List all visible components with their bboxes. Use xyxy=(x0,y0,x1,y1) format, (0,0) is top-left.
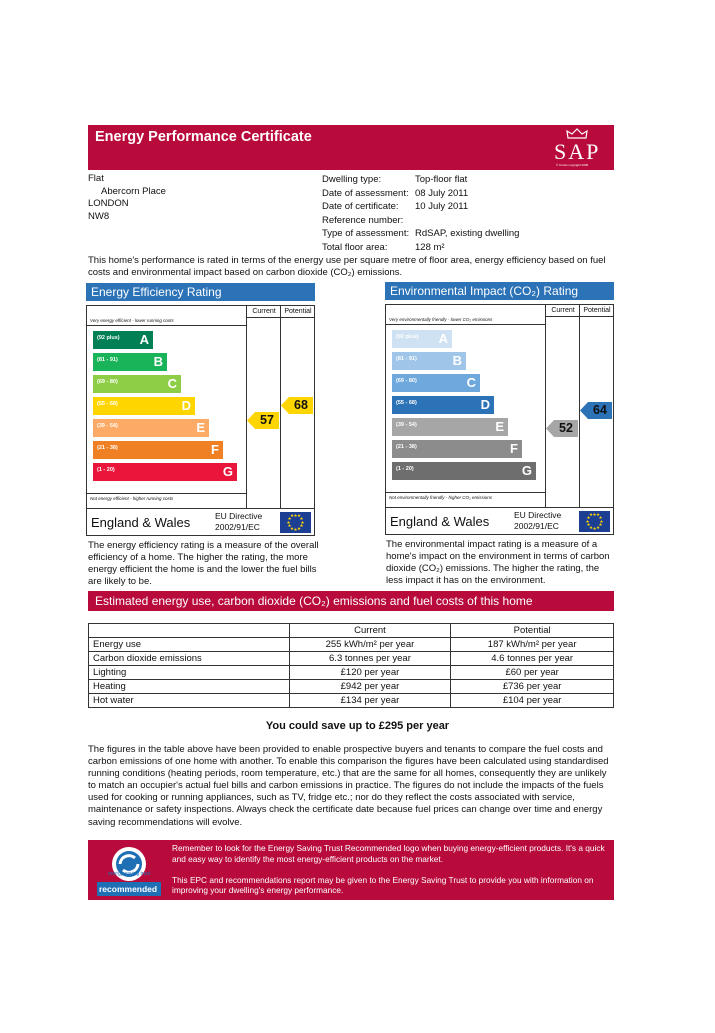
current-value: 6.3 tonnes per year xyxy=(289,652,451,666)
eu-star-icon: ★ xyxy=(299,523,304,528)
energy-efficiency-panel xyxy=(86,283,319,587)
band-letter: E xyxy=(196,420,205,435)
band-letter: A xyxy=(139,332,149,347)
eu-star-icon: ★ xyxy=(596,524,601,530)
detail-row xyxy=(322,214,519,228)
rating-chart xyxy=(385,304,614,508)
band-letter: B xyxy=(153,354,163,369)
detail-value: 128 m² xyxy=(415,241,445,253)
current-column-header: Current xyxy=(546,305,580,317)
current-rating-value: 52 xyxy=(559,421,573,436)
divider xyxy=(386,324,545,325)
environmental-impact-panel xyxy=(385,282,614,586)
eu-flag-icon xyxy=(579,511,610,532)
rating-band-c xyxy=(392,374,480,392)
rating-band-e xyxy=(93,419,209,437)
explanation-paragraph: The figures in the table above have been provided to enable prospective buyers and tenants to compare the fuel costs and carbon emissions of one home with another. To enable this comparison the figures have been calculated using standardised running conditions (heating periods, room temperature, etc.) that are the same for all homes, consequently they are unlikely to match an occupier's actual fuel bills and carbon emissions in practice. The figures do not include the impacts of the fuels used for cooking or running appliances, such as TV, fridge etc.; nor do they reflect the costs associated with service, maintenance or safety inspections. Always check the certificate date because fuel prices can change over time and energy saving recommendations will evolve. xyxy=(88,744,609,828)
potential-value: £60 per year xyxy=(451,666,614,680)
scale-bottom-note: Not environmentally friendly - higher CO₂ emissions xyxy=(389,495,493,500)
detail-row xyxy=(322,227,519,241)
potential-rating-value: 64 xyxy=(593,402,607,417)
eu-star-icon: ★ xyxy=(299,516,304,521)
potential-value: 4.6 tonnes per year xyxy=(451,652,614,666)
energy-saving-trust-logo xyxy=(96,844,162,897)
est-paragraph: Remember to look for the Energy Saving Trust Recommended logo when buying energy-efficient products. It's a quick and easy way to identify the most energy-efficient products on the market. xyxy=(172,843,605,864)
est-paragraph: This EPC and recommendations report may be given to the Energy Saving Trust to provide you with information on improving your dwelling's energy performance. xyxy=(172,874,594,896)
eu-star-icon: ★ xyxy=(592,525,597,531)
rating-chart xyxy=(86,305,315,509)
eu-star-icon: ★ xyxy=(290,525,295,531)
sap-copyright: © Crown copyright 2006 xyxy=(556,163,589,167)
eu-directive xyxy=(215,511,262,532)
eu-star-icon: ★ xyxy=(586,522,591,527)
band-letter: F xyxy=(211,442,219,457)
detail-label: Total floor area: xyxy=(322,241,388,253)
country-label: England & Wales xyxy=(390,514,490,529)
rating-band-b xyxy=(93,353,167,371)
address-line: Abercorn Place xyxy=(101,185,166,197)
row-label: Carbon dioxide emissions xyxy=(89,652,290,666)
band-range: (1 - 20) xyxy=(396,466,414,472)
band-range: (39 - 54) xyxy=(97,423,118,429)
rating-band-e xyxy=(392,418,508,436)
rating-band-g xyxy=(392,462,536,480)
table-row xyxy=(89,652,614,666)
table-row xyxy=(89,680,614,694)
eu-star-icon: ★ xyxy=(585,518,590,524)
current-column xyxy=(545,305,580,507)
row-label: Energy use xyxy=(89,638,290,652)
scale-top-note: Very energy efficient - lower running costs xyxy=(90,318,174,323)
band-letter: F xyxy=(510,441,518,456)
sap-logo xyxy=(546,127,610,167)
band-range: (21 - 38) xyxy=(396,444,417,450)
divider xyxy=(87,325,246,326)
column-header: Potential xyxy=(451,624,614,638)
table-header-row xyxy=(89,624,614,638)
current-value: £120 per year xyxy=(289,666,451,680)
current-value: £134 per year xyxy=(289,694,451,708)
detail-row xyxy=(322,241,519,255)
eu-flag-icon xyxy=(280,512,311,533)
rating-band-a xyxy=(93,331,153,349)
eu-directive xyxy=(514,510,561,531)
property-address xyxy=(88,173,166,223)
panel-title: Environmental Impact (CO₂) Rating xyxy=(385,282,614,300)
panel-footer xyxy=(86,509,315,536)
detail-row xyxy=(322,200,519,214)
current-value: £942 per year xyxy=(289,680,451,694)
band-range: (92 plus) xyxy=(97,335,120,341)
page-title: Energy Performance Certificate xyxy=(95,129,312,145)
costs-section-title: Estimated energy use, carbon dioxide (CO₂) emissions and fuel costs of this home xyxy=(88,591,614,611)
band-range: (55 - 68) xyxy=(97,401,118,407)
eu-directive-line: EU Directive xyxy=(514,510,562,520)
current-column xyxy=(246,306,281,508)
detail-value: RdSAP, existing dwelling xyxy=(415,228,520,240)
band-range: (21 - 38) xyxy=(97,445,118,451)
detail-value: 08 July 2011 xyxy=(415,187,469,199)
detail-value: 10 July 2011 xyxy=(415,201,469,213)
eu-star-icon: ★ xyxy=(297,513,302,519)
dwelling-details xyxy=(322,173,519,255)
band-letter: C xyxy=(466,375,476,390)
current-value: 255 kWh/m² per year xyxy=(289,638,451,652)
row-label: Heating xyxy=(89,680,290,694)
certificate-header xyxy=(88,125,614,170)
eu-star-icon: ★ xyxy=(293,512,298,518)
rating-band-a xyxy=(392,330,452,348)
band-range: (69 - 80) xyxy=(97,379,118,385)
address-line: NW8 xyxy=(88,210,110,222)
energy-saving-trust-text xyxy=(172,843,610,896)
rating-band-f xyxy=(93,441,223,459)
scale-bottom-note: Not energy efficient - higher running costs xyxy=(90,496,174,501)
current-column-header: Current xyxy=(247,306,281,318)
band-letter: D xyxy=(480,397,490,412)
divider xyxy=(87,493,246,494)
detail-label: Dwelling type: xyxy=(322,174,382,185)
eu-star-icon: ★ xyxy=(300,519,305,525)
potential-value: £736 per year xyxy=(451,680,614,694)
panel-footer xyxy=(385,508,614,535)
eu-star-icon: ★ xyxy=(596,512,601,518)
panel-caption: The energy efficiency rating is a measure of the overall efficiency of a home. The higher the rating, the more energy efficient the home is and the lower the fuel bills are likely to be. xyxy=(88,540,319,587)
address-line: LONDON xyxy=(88,198,129,209)
scale-top-note: Very environmentally friendly - lower CO₂ emissions xyxy=(389,317,493,322)
intro-text: This home's performance is rated in terms of the energy use per square metre of floor area, energy efficiency based on fuel costs and environmental impact based on carbon dioxide (CO₂) emissions. xyxy=(88,255,606,278)
detail-value: Top-floor flat xyxy=(415,174,468,185)
eu-star-icon: ★ xyxy=(290,513,295,519)
band-range: (39 - 54) xyxy=(396,422,417,428)
eu-star-icon: ★ xyxy=(599,518,604,524)
table-row xyxy=(89,638,614,652)
crown-icon xyxy=(566,128,588,139)
band-range: (92 plus) xyxy=(396,334,419,340)
row-label: Lighting xyxy=(89,666,290,680)
rating-band-d xyxy=(392,396,494,414)
rating-band-g xyxy=(93,463,237,481)
column-header: Current xyxy=(289,624,451,638)
column-header xyxy=(89,624,290,638)
energy-saving-trust-box xyxy=(88,840,614,900)
detail-label: Reference number: xyxy=(322,214,404,226)
potential-value: 187 kWh/m² per year xyxy=(451,638,614,652)
detail-label: Date of certificate: xyxy=(322,201,399,213)
table-row xyxy=(89,666,614,680)
saving-statement: You could save up to £295 per year xyxy=(265,720,450,732)
rating-band-d xyxy=(93,397,195,415)
band-letter: D xyxy=(181,398,191,413)
band-range: (81 - 91) xyxy=(396,356,417,362)
panel-title: Energy Efficiency Rating xyxy=(86,283,315,301)
eu-star-icon: ★ xyxy=(287,516,292,521)
potential-column-header: Potential xyxy=(281,306,315,318)
divider xyxy=(386,492,545,493)
logo-caption-bottom: recommended xyxy=(99,884,158,894)
eu-star-icon: ★ xyxy=(598,515,603,520)
eu-star-icon: ★ xyxy=(598,522,603,527)
eu-star-icon: ★ xyxy=(589,512,594,518)
rating-band-f xyxy=(392,440,522,458)
band-letter: B xyxy=(452,353,462,368)
eu-star-icon: ★ xyxy=(586,515,591,520)
current-rating-value: 57 xyxy=(260,413,274,428)
band-letter: G xyxy=(521,463,532,478)
detail-row xyxy=(322,187,519,201)
detail-label: Type of assessment: xyxy=(322,228,410,240)
address-line: Flat xyxy=(88,173,104,184)
country-label: England & Wales xyxy=(91,515,191,530)
band-letter: A xyxy=(438,331,448,346)
band-letter: E xyxy=(495,419,504,434)
eu-star-icon: ★ xyxy=(293,526,298,532)
potential-column-header: Potential xyxy=(580,305,614,317)
band-range: (69 - 80) xyxy=(396,378,417,384)
eu-star-icon: ★ xyxy=(287,523,292,528)
row-label: Hot water xyxy=(89,694,290,708)
eu-star-icon: ★ xyxy=(592,511,597,517)
potential-value: £104 per year xyxy=(451,694,614,708)
sap-logo-text: SAP xyxy=(554,139,601,164)
logo-caption-top: energy saving trust xyxy=(108,871,151,877)
detail-label: Date of assessment: xyxy=(322,187,409,199)
eu-star-icon: ★ xyxy=(286,519,291,525)
band-letter: C xyxy=(167,376,177,391)
potential-rating-value: 68 xyxy=(294,398,308,412)
costs-table xyxy=(88,623,614,708)
eu-directive-line: 2002/91/EC xyxy=(215,521,260,532)
panel-caption: The environmental impact rating is a measure of a home's impact on the environment in terms of carbon dioxide (CO₂) emissions. The higher the rating, the less impact it has on the environment. xyxy=(386,539,610,586)
band-range: (55 - 68) xyxy=(396,400,417,406)
eu-directive-line: 2002/91/EC xyxy=(514,520,559,531)
eu-star-icon: ★ xyxy=(297,525,302,531)
rating-band-b xyxy=(392,352,466,370)
detail-row xyxy=(322,173,519,187)
table-row xyxy=(89,694,614,708)
eu-star-icon: ★ xyxy=(589,524,594,530)
band-letter: G xyxy=(222,464,233,479)
band-range: (81 - 91) xyxy=(97,357,118,363)
band-range: (1 - 20) xyxy=(97,467,115,473)
rating-band-c xyxy=(93,375,181,393)
eu-directive-line: EU Directive xyxy=(215,511,263,521)
